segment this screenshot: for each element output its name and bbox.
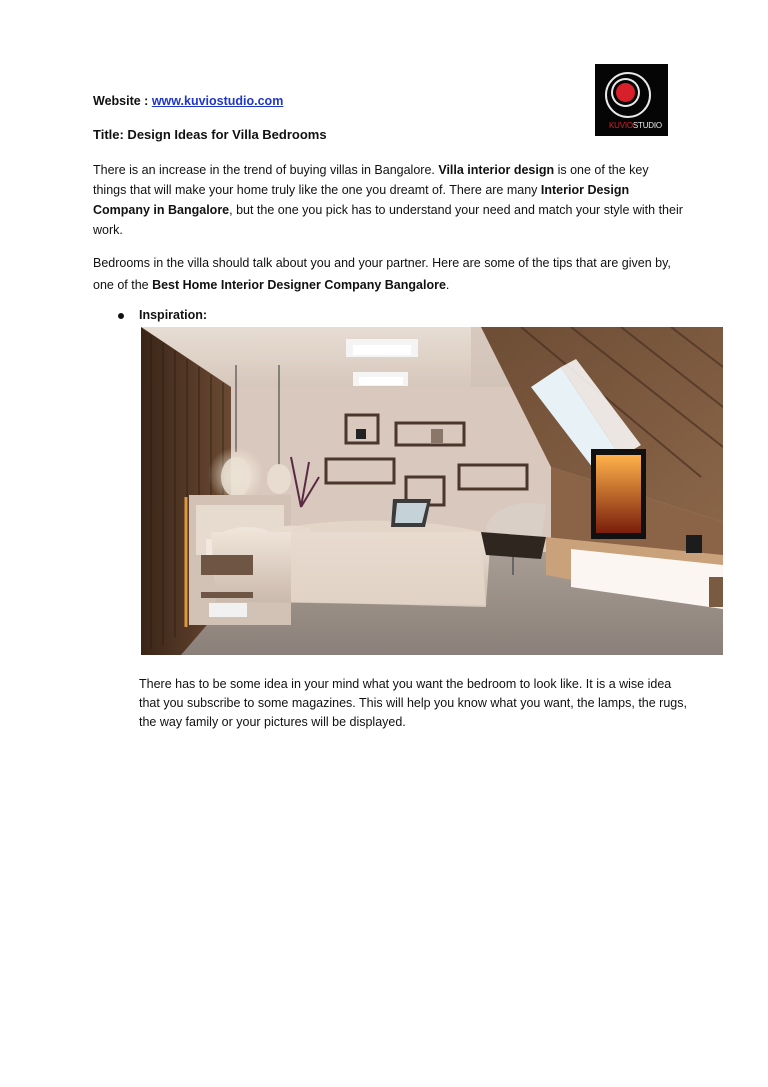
document-title: Title: Design Ideas for Villa Bedrooms bbox=[93, 127, 327, 142]
logo-text-red: KUVIO bbox=[609, 121, 633, 130]
inspiration-paragraph: There has to be some idea in your mind what you want the bedroom to look like. It is a wise idea that you subscribe to some magazines. This will help you know what you want, the lamps, the rugs, the way family or your pictures will be displayed. bbox=[139, 677, 687, 729]
website-label: Website : bbox=[93, 94, 152, 108]
intro-paragraph bbox=[93, 160, 683, 240]
website-link[interactable]: www.kuviostudio.com bbox=[151, 94, 284, 108]
intro-text-2: is one of the key things that will make your home truly like the one you dreamt of. There are many bbox=[93, 163, 649, 197]
bedroom-photo bbox=[141, 327, 723, 655]
logo-dot-icon bbox=[616, 83, 635, 102]
villa-interior-design-emphasis: Villa interior design bbox=[438, 163, 555, 177]
best-company-emphasis: Best Home Interior Designer Company Bangalore bbox=[152, 278, 446, 292]
intro-text-3: , but the one you pick has to understand your need and match your style with their work. bbox=[93, 203, 683, 237]
logo-text bbox=[609, 121, 662, 130]
website-line bbox=[93, 92, 283, 111]
bedroom-illustration-icon bbox=[141, 327, 723, 655]
bullet-dot-icon bbox=[118, 313, 124, 319]
bedroom-text-2: . bbox=[445, 278, 450, 292]
bedroom-text-1: Bedrooms in the villa should talk about you and your partner. Here are some of the tips that are given by, one of the bbox=[93, 256, 671, 292]
bedroom-paragraph bbox=[93, 252, 683, 296]
kuvio-logo bbox=[595, 64, 668, 136]
bullet-label: Inspiration: bbox=[139, 308, 208, 322]
interior-design-company-emphasis: Interior Design Company in Bangalore bbox=[93, 183, 630, 217]
logo-text-white: STUDIO bbox=[632, 121, 662, 130]
intro-text-1: There is an increase in the trend of buying villas in Bangalore. bbox=[93, 163, 439, 177]
